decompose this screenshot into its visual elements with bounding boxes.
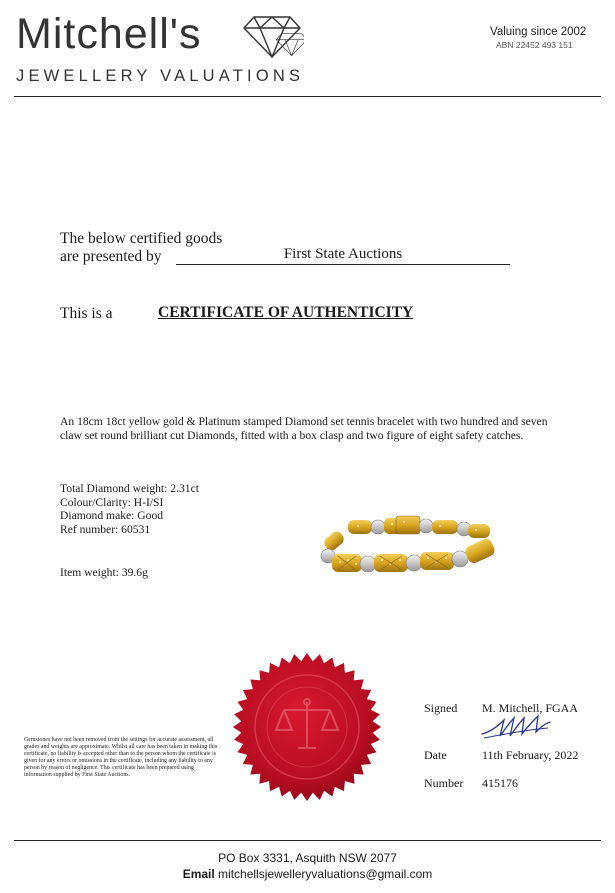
header-divider xyxy=(14,96,601,97)
abn-number: ABN 22452 493 151 xyxy=(496,40,573,50)
signature-icon xyxy=(480,712,552,740)
footer-email xyxy=(0,867,615,881)
intro-line-1: The below certified goods xyxy=(60,230,223,247)
item-weight: Item weight: 39.6g xyxy=(60,566,148,579)
certificate-number: 415176 xyxy=(482,776,518,790)
spec-colour-clarity: Colour/Clarity: H-I/SI xyxy=(60,495,164,509)
certificate-prefix: This is a xyxy=(60,305,113,322)
spec-ref-number: Ref number: 60531 xyxy=(60,522,151,536)
date-label: Date xyxy=(424,748,447,762)
email-address: mitchellsjewelleryvaluations@gmail.com xyxy=(218,867,433,881)
brand-name: Mitchell's xyxy=(16,10,202,58)
tagline: Valuing since 2002 xyxy=(490,26,587,38)
bracelet-photo xyxy=(318,512,500,582)
footer-divider xyxy=(14,840,601,841)
number-label: Number xyxy=(424,776,464,790)
intro-line-2: are presented by xyxy=(60,248,162,265)
date-value: 11th February, 2022 xyxy=(482,748,579,762)
spec-list xyxy=(60,482,199,536)
email-label: Email xyxy=(182,867,215,881)
footer-address: PO Box 3331, Asquith NSW 2077 xyxy=(218,851,397,865)
diamond-icon xyxy=(240,14,304,60)
signed-label: Signed xyxy=(424,701,458,715)
spec-diamond-make: Diamond make: Good xyxy=(60,509,164,522)
seal-icon xyxy=(232,652,382,802)
item-description: An 18cm 18ct yellow gold & Platinum stamped Diamond set tennis bracelet with two hundred and seven claw set round brilliant cut Diamonds, fitted with a box clasp and two figure of eight safety catches. xyxy=(60,415,548,442)
presenter-name: First State Auctions xyxy=(176,246,510,265)
disclaimer-text: Gemstones have not been removed from the settings for accurate assessment, all grades and weights are approximate. Whilst all care has been taken in making this certificate, no liability is accepted other than to the person whom the certificate is given for any errors or omissions in the certificate, including any liability to any person by reason of negligence. This certificate has been prepared using information supplied by First State Auctions. xyxy=(24,737,218,779)
brand-subtitle: JEWELLERY VALUATIONS xyxy=(16,67,305,85)
certificate-title: CERTIFICATE OF AUTHENTICITY xyxy=(158,304,414,321)
spec-diamond-weight: Total Diamond weight: 2.31ct xyxy=(60,482,199,495)
signer-name: M. Mitchell, FGAA xyxy=(482,701,578,715)
